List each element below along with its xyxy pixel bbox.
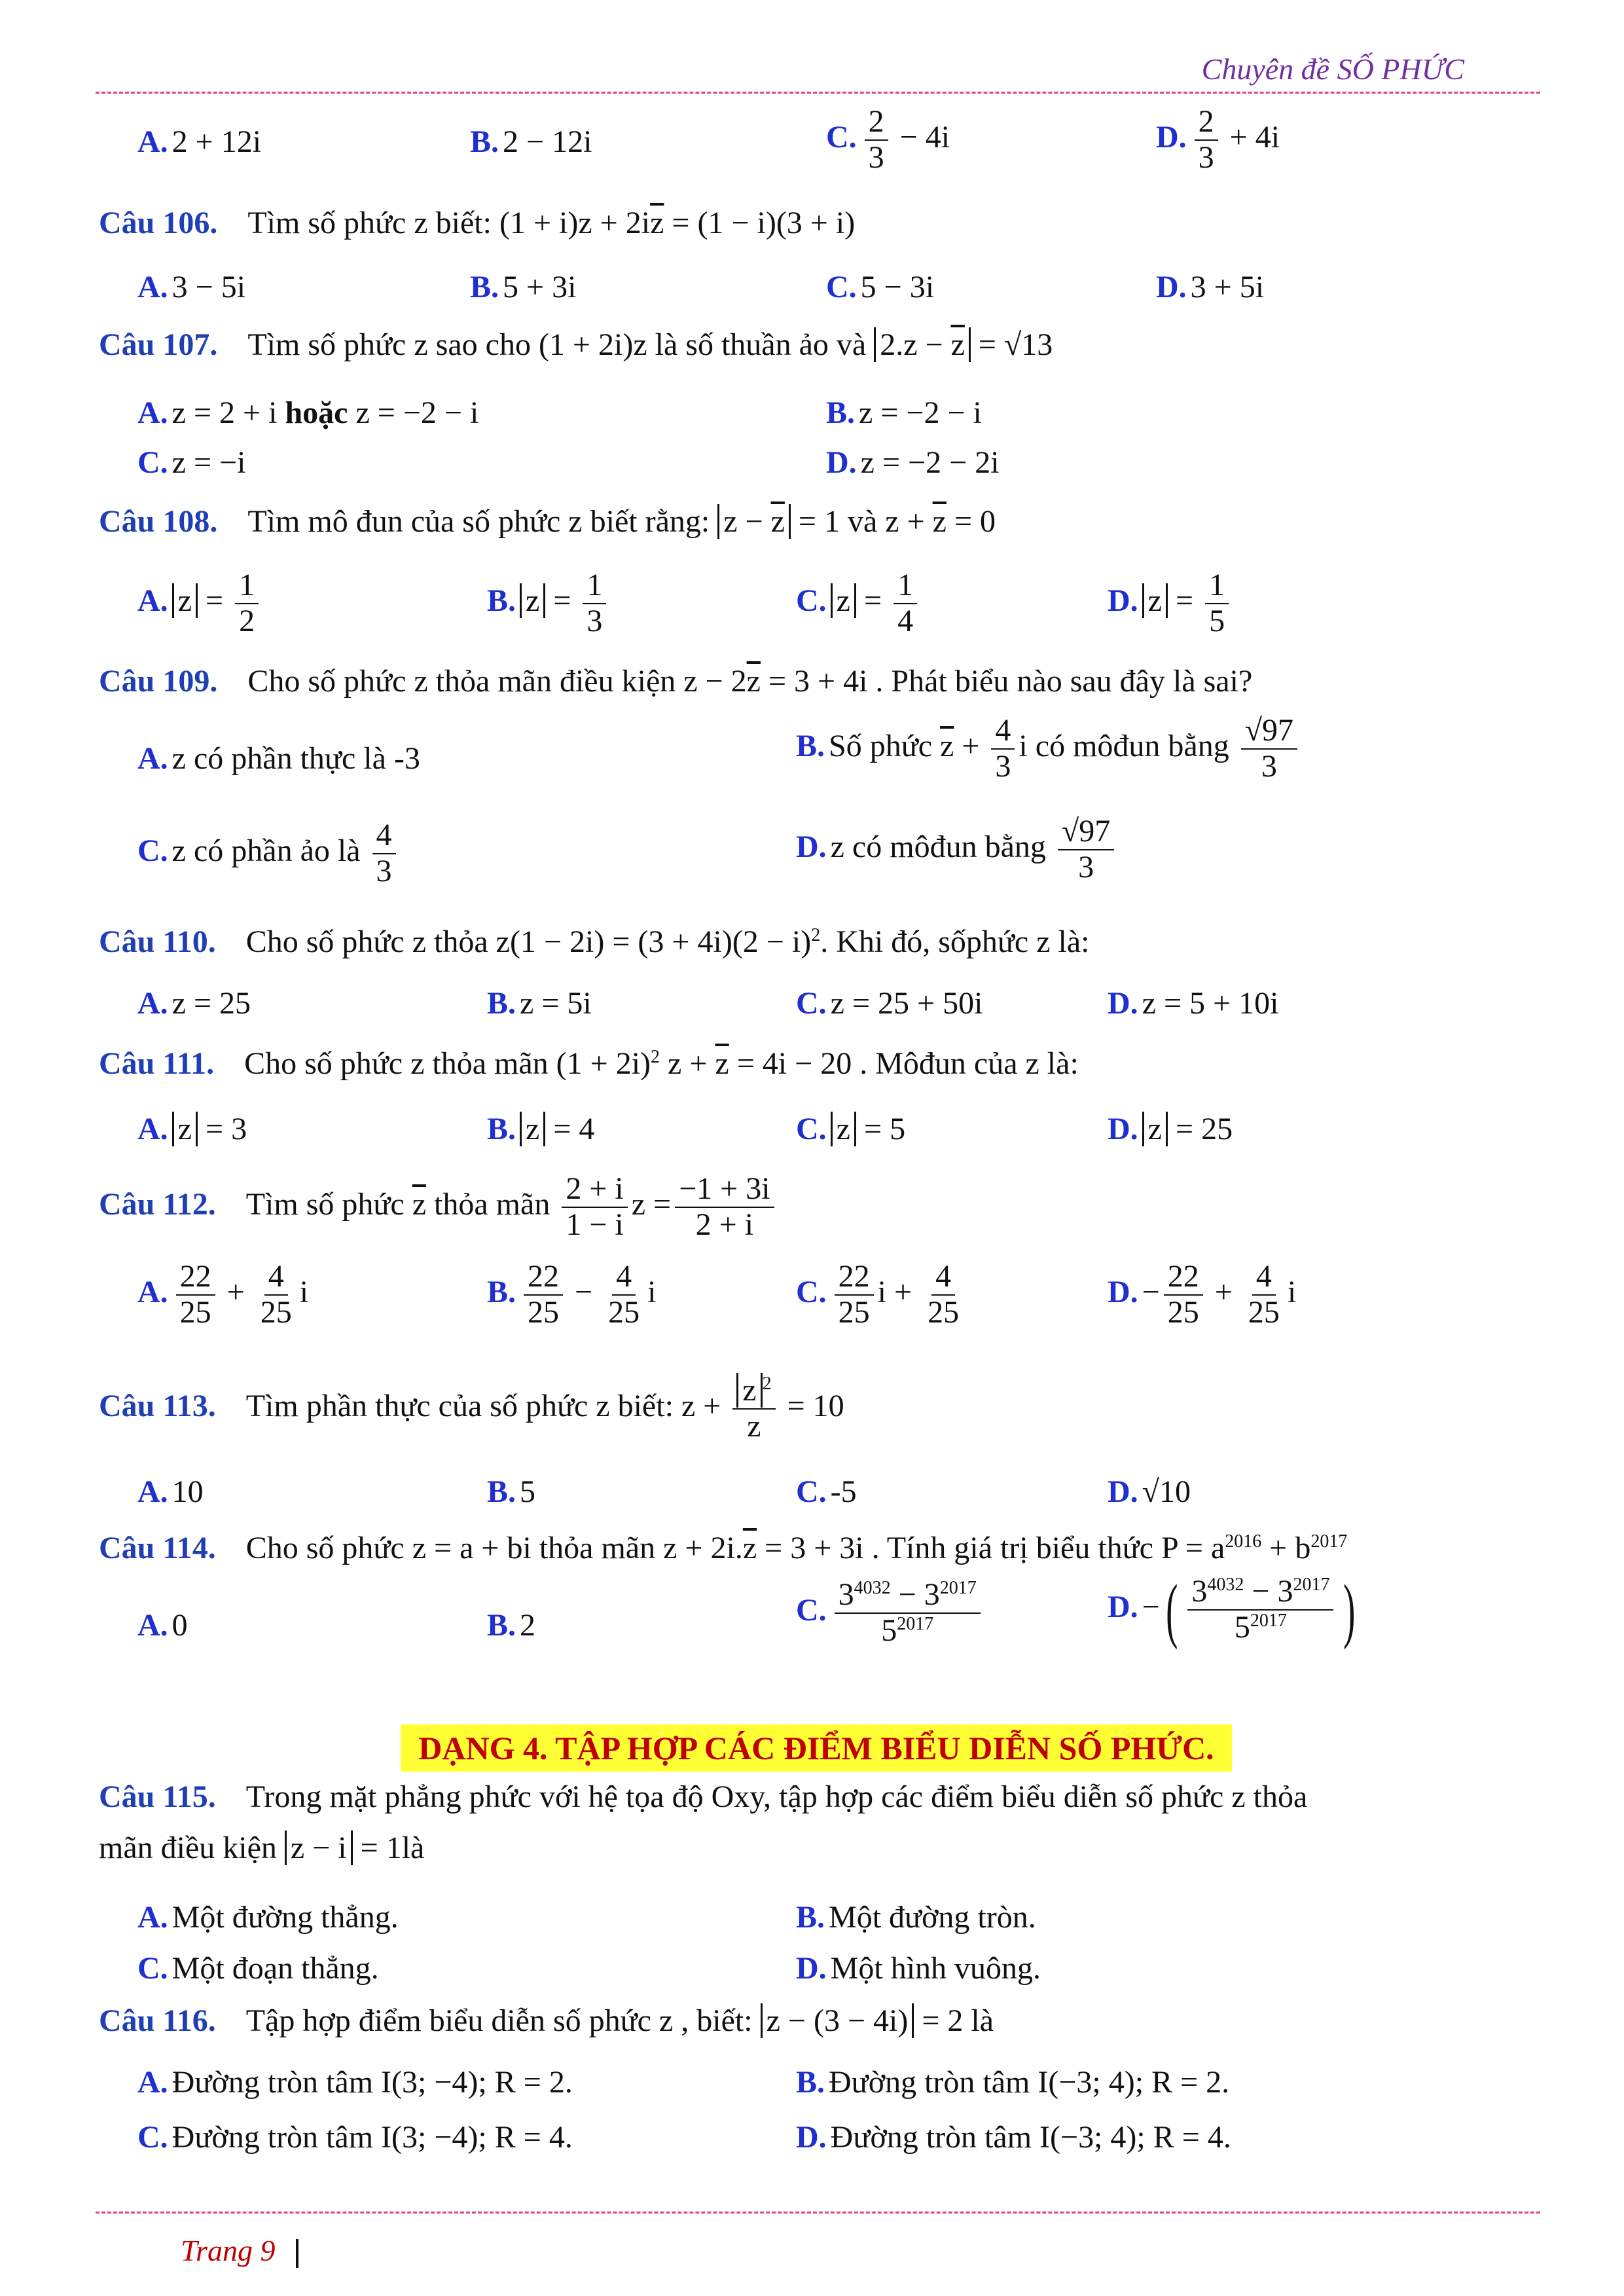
question-113: Câu 113. Tìm phần thực của số phức z biết: z + $\frac{z ^2}{z}$ = 10 [99,1373,844,1444]
section-heading: DẠNG 4. TẬP HỢP CÁC ĐIỂM BIỂU DIỄN SỐ PHỨC. [401,1724,1232,1772]
q108-answer-c: C. z = $\frac{1}{4}$ [796,568,921,639]
q110-answer-c: C. z = 25 + 50i [796,986,983,1021]
q106-answer-d: D. 3 + 5i [1156,270,1265,304]
q108-answer-a: A. z = $\frac{1}{2}$ [137,568,262,639]
question-114: Câu 114. Cho số phức z = a + bi thỏa mãn $z + 2i.\overline{z} = 3 + 3i$ . Tính giá trị biểu thức $P = a^{2016} + b^{2017}$ [99,1531,1348,1565]
q112-answer-a: A. $\frac{22}{25}$ + $\frac{4}{25}$ i [137,1259,309,1330]
q108-answer-d: D. z = $\frac{1}{5}$ [1108,568,1233,639]
q116-answer-d: D. Đường tròn tâm I(−3; 4); R = 4. [796,2120,1231,2155]
q110-answer-a: A. z = 25 [137,986,251,1021]
question-108: Câu 108. Tìm mô đun của số phức z biết rằng: $z - \overline{z} = 1$ và $z + \overline{z} = 0$ [99,504,996,539]
question-112: Câu 112. Tìm số phức $\overline{z}$ thỏa mãn $\frac{2 + i}{1 - i}$ z = $\frac{-1 + 3i}{2 + i}$ [99,1172,778,1243]
q106-answer-a: A. 3 − 5i [137,270,246,304]
q114-answer-c: C. $\frac{3^{4032} - 3^{2017}}{5^{2017}}$ [796,1578,984,1649]
q105-answer-c: C. $\frac{2}{3}$ − 4i [826,104,950,175]
q109-answer-c: C. z có phần ảo là $\frac{4}{3}$ [137,818,400,889]
q107-answer-c: C. z = −i [137,445,246,480]
header-rule [96,92,1540,94]
question-115-line2: mãn điều kiện z − i = 1là [99,1831,425,1865]
q115-answer-c: C. Một đoạn thẳng. [137,1951,379,1986]
q111-answer-d: D. z = 25 [1108,1112,1233,1146]
q113-answer-c: C. -5 [796,1474,857,1509]
q107-answer-b: B. z = −2 − i [826,395,982,430]
question-106: Câu 106. Tìm số phức z biết: $(1 + i)z + 2i\overline{z} = (1 - i)(3 + i)$ [99,206,856,240]
q107-answer-d: D. z = −2 − 2i [826,445,1000,480]
q110-answer-b: B. z = 5i [487,986,592,1021]
q111-answer-a: A. z = 3 [137,1112,247,1146]
q109-answer-b: B. Số phức $\overline{z}$ + $\frac{4}{3}$ i có môđun bằng $\frac{√97}{3}$ [796,714,1301,784]
q113-answer-b: B. 5 [487,1474,536,1509]
q110-answer-d: D. z = 5 + 10i [1108,986,1279,1021]
question-110: Câu 110. Cho số phức z thỏa $z(1 - 2i) = (3 + 4i)(2 - i)^2$. Khi đó, sốphức z là: [99,924,1090,959]
q106-answer-c: C. 5 − 3i [826,270,935,304]
q113-answer-d: D. √10 [1108,1474,1191,1509]
footer-rule [96,2212,1540,2214]
q113-answer-a: A. 10 [137,1474,204,1509]
q116-answer-b: B. Đường tròn tâm I(−3; 4); R = 2. [796,2065,1230,2100]
q112-answer-d: D. − $\frac{22}{25}$ + $\frac{4}{25}$ i [1108,1259,1297,1330]
q114-answer-d: D. −( $\frac{3^{4032} - 3^{2017}}{5^{2017}}$ ) [1108,1570,1356,1650]
header-subject: SỐ PHỨC [1337,52,1464,86]
q108-answer-b: B. z = $\frac{1}{3}$ [487,568,610,639]
q111-answer-c: C. z = 5 [796,1112,906,1146]
q116-answer-c: C. Đường tròn tâm I(3; −4); R = 4. [137,2120,573,2155]
q116-answer-a: A. Đường tròn tâm I(3; −4); R = 2. [137,2065,573,2100]
q109-answer-d: D. z có môđun bằng $\frac{√97}{3}$ [796,814,1118,885]
q112-answer-b: B. $\frac{22}{25}$ − $\frac{4}{25}$ i [487,1259,657,1330]
q105-answer-a: A. 2 + 12i [137,124,262,159]
q106-answer-b: B. 5 + 3i [470,270,577,304]
question-107: Câu 107. Tìm số phức z sao cho (1 + 2i)z là số thuần ảo và $2.z - \overline{z} = √13$ [99,327,1053,362]
question-109: Câu 109. Cho số phức z thỏa mãn điều kiện $z - 2\overline{z} = 3 + 4i$ . Phát biểu nào sau đây là sai? [99,664,1253,699]
q105-answer-b: B. 2 − 12i [470,124,592,159]
q109-answer-a: A. z có phần thực là -3 [137,741,420,776]
q114-answer-a: A. 0 [137,1608,188,1643]
q112-answer-c: C. $\frac{22}{25}$ i + $\frac{4}{25}$ [796,1259,960,1330]
q115-answer-d: D. Một hình vuông. [796,1951,1041,1986]
q105-answer-d: D. $\frac{2}{3}$ + 4i [1156,104,1280,175]
question-116: Câu 116. Tập hợp điểm biểu diễn số phức z , biết: z − (3 − 4i) = 2 là [99,2003,994,2038]
question-115: Câu 115. Trong mặt phẳng phức với hệ tọa độ Oxy, tập hợp các điểm biểu diễn số phức z thỏa [99,1779,1308,1814]
header-prefix: Chuyên đề [1201,52,1337,86]
q114-answer-b: B. 2 [487,1608,536,1643]
q107-answer-a: A. z = 2 + i hoặc z = −2 − i [137,395,479,430]
footer-divider [296,2239,298,2268]
q115-answer-a: A. Một đường thẳng. [137,1900,399,1935]
question-111: Câu 111. Cho số phức z thỏa mãn $(1 + 2i)^2$ $z + \overline{z} = 4i - 20$ . Môđun của z là: [99,1046,1079,1081]
page-header [1202,51,1464,87]
page-number: Trang 9 [181,2234,276,2267]
q115-answer-b: B. Một đường tròn. [796,1900,1036,1935]
q111-answer-b: B. z = 4 [487,1112,595,1146]
